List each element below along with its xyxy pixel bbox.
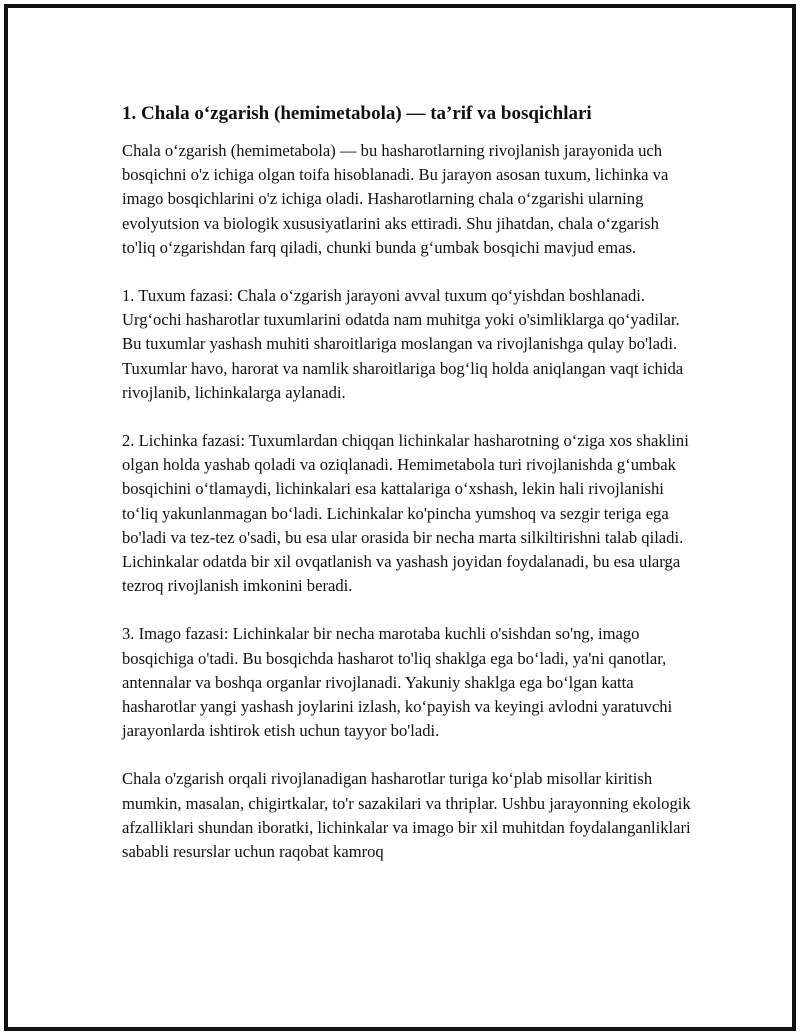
imago-phase-paragraph: 3. Imago fazasi: Lichinkalar bir necha marotaba kuchli o'sishdan so'ng, imago bosqichiga o'tadi. Bu bosqichda hasharot to'liq shaklga ega bo‘ladi, ya'ni qanotlar, antennalar va boshqa organlar rivojlanadi. Yakuniy shaklga ega bo‘lgan katta hasharotlar yangi yashash joylarini izlash, ko‘payish va keyingi avlodni yaratuvchi jarayonlarda ishtirok etish uchun tayyor bo'ladi. (122, 624, 673, 741)
page-frame (4, 4, 796, 1031)
section-heading: 1. Chala o‘zgarish (hemimetabola) — ta’rif va bosqichlari (122, 103, 592, 124)
document-body (122, 101, 692, 888)
intro-paragraph: Chala o‘zgarish (hemimetabola) — bu hasharotlarning rivojlanish jarayonida uch bosqichni o'z ichiga olgan toifa hisoblanadi. Bu jarayon asosan tuxum, lichinka va imago bosqichlarini o'z ichiga oladi. Hasharotlarning chala o‘zgarishi ularning evolyutsion va biologik xususiyatlarini aks ettiradi. Shu jihatdan, chala o‘zgarish to'liq o‘zgarishdan farq qiladi, chunki bunda g‘umbak bosqichi mavjud emas. (122, 141, 669, 257)
egg-phase-paragraph: 1. Tuxum fazasi: Chala o‘zgarish jarayoni avval tuxum qo‘yishdan boshlanadi. Urg‘ochi hasharotlar tuxumlarini odatda nam muhitga yoki o'simliklarga qo‘yadilar. Bu tuxumlar yashash muhiti sharoitlariga moslangan va rivojlanishga qulay bo'ladi. Tuxumlar havo, harorat va namlik sharoitlariga bog‘liq holda aniqlangan vaqt ichida rivojlanib, lichinkalarga aylanadi. (122, 286, 684, 402)
larva-phase-paragraph: 2. Lichinka fazasi: Tuxumlardan chiqqan lichinkalar hasharotning o‘ziga xos shaklini olgan holda yashab qoladi va oziqlanadi. Hemimetabola turi rivojlanishda g‘umbak bosqichini o‘tlamaydi, lichinkalari esa kattalariga o‘xshash, lekin hali rivojlanishi to‘liq yakunlanmagan bo‘ladi. Lichinkalar ko'pincha yumshoq va sezgir teriga ega bo'ladi va tez-tez o'sadi, bu esa ular orasida bir necha marta silkiltirishni talab qiladi. Lichinkalar odatda bir xil ovqatlanish va yashash joyidan foydalanadi, bu esa ularga tezroq rivojlanish imkonini beradi. (122, 431, 689, 596)
examples-paragraph: Chala o'zgarish orqali rivojlanadigan hasharotlar turiga ko‘plab misollar kiritish mumkin, masalan, chigirtkalar, to'r sazakilari va thriplar. Ushbu jarayonning ekologik afzalliklari shundan iboratki, lichinkalar va imago bir xil muhitdan foydalanganliklari sababli resurslar uchun raqobat kamroq (122, 769, 691, 862)
